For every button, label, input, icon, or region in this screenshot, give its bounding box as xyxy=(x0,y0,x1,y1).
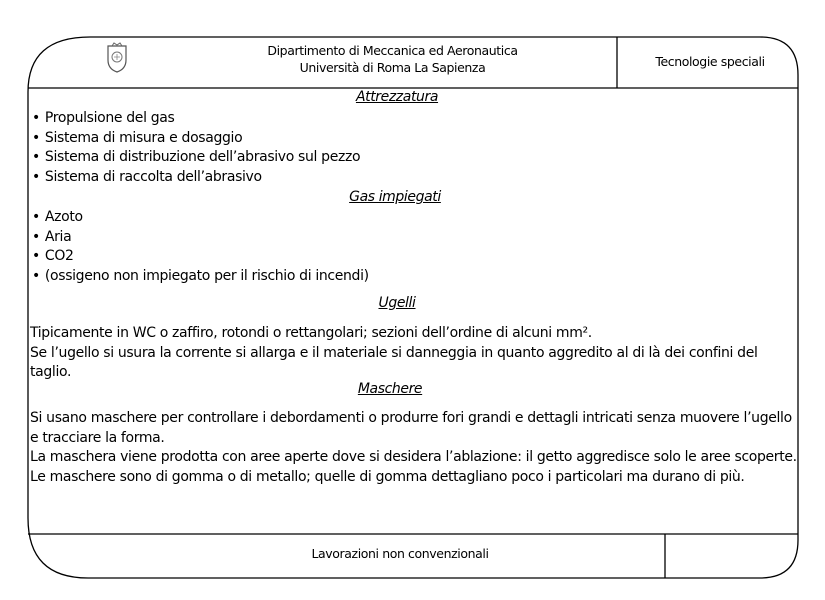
list-item: • (ossigeno non impiegato per il rischio di incendi) xyxy=(32,267,369,287)
department-header xyxy=(230,42,555,76)
list-item: • Azoto xyxy=(32,208,369,228)
list-item: • Sistema di distribuzione dell’abrasivo sul pezzo xyxy=(32,148,360,168)
ugelli-text xyxy=(30,324,798,383)
list-item: • CO2 xyxy=(32,247,369,267)
list-item: • Sistema di raccolta dell’abrasivo xyxy=(32,168,360,188)
list-item: • Sistema di misura e dosaggio xyxy=(32,129,360,149)
section-title-gas: Gas impiegati xyxy=(349,189,441,205)
course-title: Tecnologie speciali xyxy=(655,54,765,69)
list-item: • Aria xyxy=(32,228,369,248)
university-seal-icon xyxy=(104,42,130,74)
paragraph-line: La maschera viene prodotta con aree aperte dove si desidera l’ablazione: il getto aggredisce solo le aree scoperte. xyxy=(30,449,797,465)
paragraph-line: Si usano maschere per controllare i debordamenti o produrre fori grandi e dettagli intricati senza muovere l’ugello e tracciare la forma. xyxy=(30,410,792,446)
paragraph-line: Tipicamente in WC o zaffiro, rotondi o rettangolari; sezioni dell’ordine di alcuni mm². xyxy=(30,325,592,341)
paragraph-line: Le maschere sono di gomma o di metallo; quelle di gomma dettagliano poco i particolari ma durano di più. xyxy=(30,468,745,485)
footer-course-name: Lavorazioni non convenzionali xyxy=(311,546,489,561)
attrezzatura-list xyxy=(32,109,360,187)
section-title-attrezzatura: Attrezzatura xyxy=(355,89,439,105)
section-title-maschere: Maschere xyxy=(357,381,423,397)
department-name: Dipartimento di Meccanica ed Aeronautica xyxy=(267,43,518,58)
university-name: Università di Roma La Sapienza xyxy=(299,60,486,75)
gas-list xyxy=(32,208,369,286)
maschere-text xyxy=(30,409,798,487)
paragraph-line: Se l’ugello si usura la corrente si allarga e il materiale si danneggia in quanto aggredito al di là dei confini del taglio. xyxy=(30,344,758,380)
list-item: • Propulsione del gas xyxy=(32,109,360,129)
section-title-ugelli: Ugelli xyxy=(378,295,416,311)
